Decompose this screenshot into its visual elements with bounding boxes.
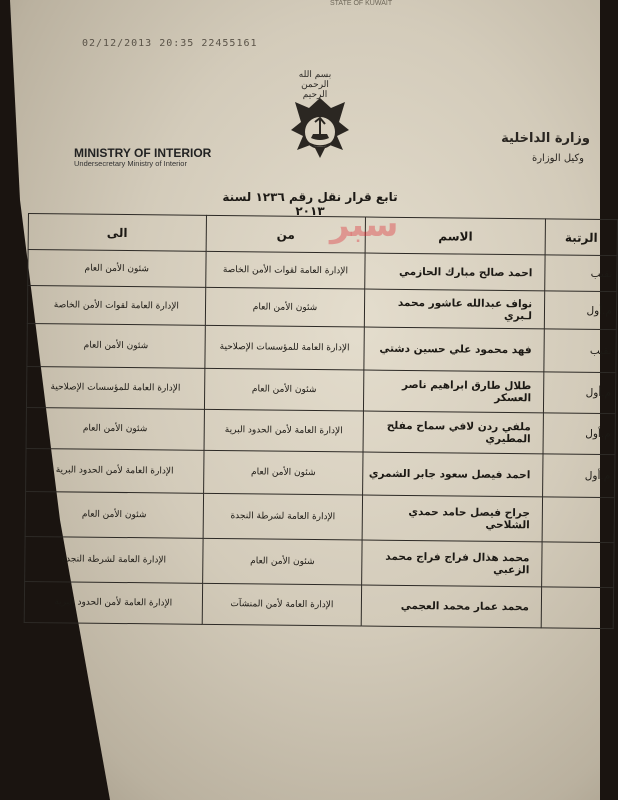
cell-name: محمد عمار محمد العجمي	[362, 585, 542, 628]
cell-name: ملفي ردن لافي سماح مفلح المطيري	[363, 411, 543, 454]
table-row	[28, 250, 617, 292]
ministry-subtitle-en: Undersecretary Ministry of Interior	[74, 159, 187, 168]
cell-to: الإدارة العامة لقوات الأمن الخاصة	[27, 286, 205, 326]
basmala-text: بسم الله الرحمن الرحيم	[298, 70, 332, 100]
cell-from: شئون الأمن العام	[203, 450, 363, 495]
table-row	[26, 448, 615, 497]
cell-from: شئون الأمن العام	[204, 368, 364, 411]
cell-to: الإدارة العامة للمؤسسات الإصلاحية	[26, 366, 204, 409]
cell-rank	[542, 497, 614, 543]
cell-name: نواف عبدالله عاشور محمد لـبري	[365, 289, 545, 329]
table-row	[25, 536, 614, 587]
cell-to: شئون الأمن العام	[28, 250, 206, 288]
top-cut-text: STATE OF KUWAIT	[330, 0, 393, 7]
cell-rank	[542, 542, 614, 588]
ministry-title-ar: وزارة الداخلية	[501, 131, 590, 146]
watermark-logo: سبر	[330, 205, 399, 245]
header-name: الاسم	[365, 217, 545, 255]
cell-rank: م.أول	[543, 454, 615, 498]
cell-rank: م.أول	[543, 372, 615, 414]
cell-rank	[541, 587, 613, 629]
cell-to: الإدارة العامة لأمن الحدود البرية	[24, 581, 202, 624]
cell-from: شئون الأمن العام	[205, 287, 365, 327]
cell-name: احمد صالح مبارك الحازمي	[365, 253, 545, 291]
cell-name: طلال طارق ابراهيم ناصر العسكر	[364, 370, 544, 413]
cell-rank: م.أول	[544, 291, 616, 330]
cell-name: فهد محمود علي حسين دشتي	[364, 327, 544, 372]
cell-to: الإدارة العامة لشرطة النجدة	[25, 536, 203, 583]
table-row	[24, 581, 613, 628]
ministry-title-en: MINISTRY OF INTERIOR	[74, 146, 212, 160]
table-row	[27, 323, 616, 372]
transfer-table	[24, 213, 618, 629]
cell-from: الإدارة العامة لأمن المنشآت	[202, 583, 362, 626]
kuwait-emblem-icon	[285, 90, 355, 175]
cell-from: شئون الأمن العام	[202, 538, 362, 585]
header-rank: الرتبة	[545, 219, 617, 256]
cell-name: محمد هذال فراج فراج محمد الزعبي	[362, 540, 542, 587]
table-row	[25, 491, 614, 542]
cell-name: جراح فيصل حامد حمدي الشلاحي	[362, 495, 542, 542]
table-row	[26, 366, 615, 413]
cell-rank: م.أول	[543, 413, 615, 455]
header-to: الى	[28, 214, 206, 252]
cell-to: الإدارة العامة لأمن الحدود البرية	[26, 448, 204, 493]
header-from: من	[206, 215, 366, 253]
decision-title: تابع قرار نقل رقم ١٢٣٦ لسنة ٢٠١٣	[222, 190, 398, 218]
cell-rank: نقيب	[545, 255, 617, 292]
cell-to: شئون الأمن العام	[27, 323, 205, 368]
cell-to: شئون الأمن العام	[25, 491, 203, 538]
table-header-row	[28, 214, 617, 256]
table-row	[26, 407, 615, 454]
ministry-subtitle-ar: وكيل الوزارة	[531, 153, 584, 164]
cell-from: الإدارة العامة لشرطة النجدة	[203, 493, 363, 540]
cell-from: الإدارة العامة لأمن الحدود البرية	[204, 409, 364, 452]
cell-from: الإدارة العامة للمؤسسات الإصلاحية	[205, 325, 365, 370]
cell-name: احمد فيصل سعود جابر الشمري	[363, 452, 543, 497]
fax-header: 02/12/2013 20:35 22455161	[82, 38, 258, 49]
table-row	[27, 286, 616, 330]
cell-from: الإدارة العامة لقوات الأمن الخاصة	[205, 251, 365, 289]
cell-to: شئون الأمن العام	[26, 407, 204, 450]
cell-rank: نقيب	[544, 329, 616, 373]
